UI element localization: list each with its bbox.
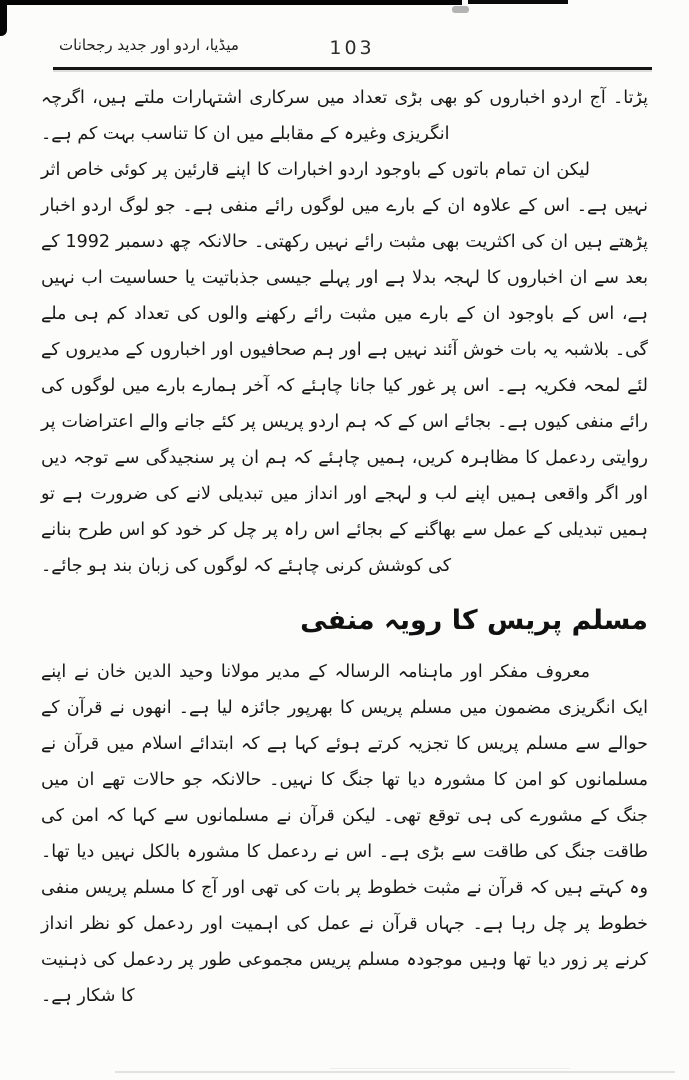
paragraph: لیکن ان تمام باتوں کے باوجود اردو اخبارات کا اپنے قارئین پر کوئی خاص اثر نہیں ہے۔ اس کے علاوہ ان کے بارے میں لوگوں رائے منفی ہے۔ جو لوگ اردو اخبار پڑھتے ہیں ان کی اکثریت بھی مثبت رائے نہیں رکھتی۔ حالانکہ چھ دسمبر 1992 کے بعد سے ان اخباروں کا لہجہ بدلا ہے اور پہلے جیسی جذباتیت یا حساسیت اب نہیں ہے، اس کے باوجود ان کے بارے میں مثبت رائے رکھنے والوں کی تعداد کم ہی ملے گی۔ بلاشبہ یہ بات خوش آئند نہیں ہے اور ہم صحافیوں اور اخباروں کے مدیروں کے لئے لمحہ فکریہ ہے۔ اس پر غور کیا جانا چاہئے کہ آخر ہمارے بارے میں لوگوں کی رائے منفی کیوں ہے۔ بجائے اس کے کہ ہم اردو پریس پر کئے جانے والے اعتراضات پر روایتی ردعمل کا مظاہرہ کریں، ہمیں چاہئے کہ ہم ان پر سنجیدگی سے توجہ دیں اور اگر واقعی ہمیں اپنے لب و لہجے اور انداز میں تبدیلی لانے کی ضرورت ہے تو ہمیں تبدیلی کے عمل سے بھاگنے کے بجائے اس راہ پر چل کر خود کو اس طرح بنانے کی کوشش کرنی چاہئے کہ لوگوں کی زبان بند ہو جائے۔ bbox=[41, 160, 649, 576]
scan-artifact-bottom-edge bbox=[115, 1071, 675, 1073]
header-divider-rule bbox=[53, 67, 652, 70]
scan-artifact-smudge bbox=[452, 6, 469, 13]
scan-artifact-top-bar-segment bbox=[468, 0, 568, 4]
scan-artifact-corner-blob bbox=[0, 0, 7, 36]
page-header bbox=[55, 33, 649, 63]
book-title: میڈیا، اردو اور جدید رجحانات bbox=[59, 36, 239, 54]
section-heading: مسلم پریس کا رویہ منفی bbox=[300, 605, 648, 636]
scan-artifact-top-bar bbox=[0, 0, 462, 5]
paragraph-continuation: پڑتا۔ آج اردو اخباروں کو بھی بڑی تعداد میں سرکاری اشتہارات ملتے ہیں، اگرچہ انگریزی وغیرہ کے مقابلے میں ان کا تناسب بہت کم ہے۔ bbox=[41, 88, 648, 144]
page-body bbox=[41, 80, 648, 1014]
scan-artifact-bottom-edge-faint bbox=[330, 1068, 570, 1069]
paragraph: معروف مفکر اور ماہنامہ الرسالہ کے مدیر مولانا وحید الدین خان نے اپنے ایک انگریزی مضمون میں مسلم پریس کا بھرپور جائزہ لیا ہے۔ انھوں نے قرآن کے حوالے سے مسلم پریس کا تجزیہ کرتے ہوئے کہا ہے کہ ابتدائے اسلام میں قرآن نے مسلمانوں کو امن کا مشورہ دیا تھا جنگ کا نہیں۔ حالانکہ جو حالات تھے ان میں جنگ کے مشورے کی ہی توقع تھی۔ لیکن قرآن نے مسلمانوں سے کہا کہ امن کی طاقت جنگ کی طاقت سے بڑی ہے۔ اس نے ردعمل کا مشورہ بالکل نہیں دیا تھا۔ وہ کہتے ہیں کہ قرآن نے مثبت خطوط پر بات کی تھی اور آج کا مسلم پریس منفی خطوط پر چل رہا ہے۔ جہاں قرآن نے عمل کی اہمیت اور ردعمل کو نظر انداز کرنے پر زور دیا تھا وہیں موجودہ مسلم پریس مجموعی طور پر ردعمل کی ذہنیت کا شکار ہے۔ bbox=[41, 662, 648, 1006]
page-number: 103 bbox=[329, 37, 375, 59]
